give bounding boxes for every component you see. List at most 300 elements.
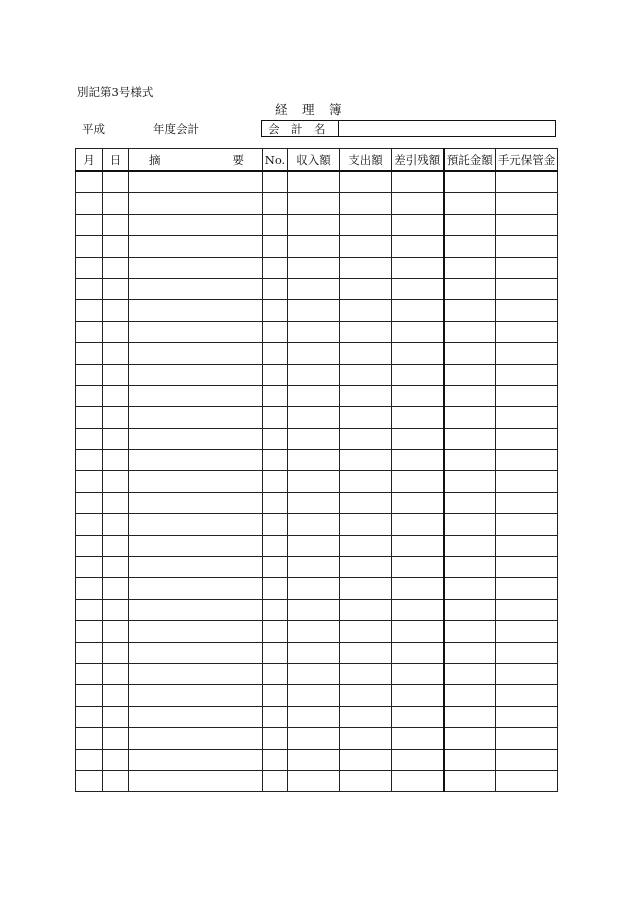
- cell-summary[interactable]: [129, 535, 263, 556]
- cell-month[interactable]: [76, 706, 103, 727]
- cell-no[interactable]: [263, 343, 288, 364]
- fiscal-year-label: 年度会計: [153, 122, 199, 136]
- cell-cash-on-hand[interactable]: [496, 214, 558, 235]
- cell-deposit[interactable]: [444, 599, 496, 620]
- cell-balance[interactable]: [392, 236, 444, 257]
- cell-summary[interactable]: [129, 663, 263, 684]
- cell-cash-on-hand[interactable]: [496, 278, 558, 299]
- cell-day[interactable]: [103, 492, 129, 513]
- cell-expense[interactable]: [340, 214, 392, 235]
- cell-expense[interactable]: [340, 236, 392, 257]
- cell-cash-on-hand[interactable]: [496, 407, 558, 428]
- cell-no[interactable]: [263, 749, 288, 770]
- cell-expense[interactable]: [340, 407, 392, 428]
- cell-income[interactable]: [288, 450, 340, 471]
- cell-no[interactable]: [263, 663, 288, 684]
- cell-balance[interactable]: [392, 407, 444, 428]
- cell-day[interactable]: [103, 278, 129, 299]
- cell-cash-on-hand[interactable]: [496, 621, 558, 642]
- cell-cash-on-hand[interactable]: [496, 257, 558, 278]
- cell-no[interactable]: [263, 685, 288, 706]
- cell-income[interactable]: [288, 599, 340, 620]
- cell-deposit[interactable]: [444, 663, 496, 684]
- cell-deposit[interactable]: [444, 557, 496, 578]
- cell-cash-on-hand[interactable]: [496, 578, 558, 599]
- cell-expense[interactable]: [340, 642, 392, 663]
- cell-expense[interactable]: [340, 278, 392, 299]
- cell-no[interactable]: [263, 535, 288, 556]
- cell-month[interactable]: [76, 171, 103, 193]
- cell-balance[interactable]: [392, 171, 444, 193]
- cell-month[interactable]: [76, 557, 103, 578]
- cell-income[interactable]: [288, 578, 340, 599]
- cell-no[interactable]: [263, 193, 288, 214]
- header-expense: 支出額: [340, 149, 392, 172]
- cell-day[interactable]: [103, 642, 129, 663]
- cell-month[interactable]: [76, 535, 103, 556]
- cell-month[interactable]: [76, 236, 103, 257]
- cell-balance[interactable]: [392, 685, 444, 706]
- cell-balance[interactable]: [392, 706, 444, 727]
- ledger-row: [76, 236, 558, 257]
- cell-cash-on-hand[interactable]: [496, 236, 558, 257]
- cell-deposit[interactable]: [444, 278, 496, 299]
- cell-income[interactable]: [288, 407, 340, 428]
- cell-no[interactable]: [263, 557, 288, 578]
- cell-balance[interactable]: [392, 257, 444, 278]
- cell-day[interactable]: [103, 706, 129, 727]
- cell-balance[interactable]: [392, 642, 444, 663]
- cell-day[interactable]: [103, 663, 129, 684]
- cell-expense[interactable]: [340, 557, 392, 578]
- cell-cash-on-hand[interactable]: [496, 171, 558, 193]
- cell-day[interactable]: [103, 471, 129, 492]
- cell-month[interactable]: [76, 364, 103, 385]
- cell-no[interactable]: [263, 599, 288, 620]
- cell-income[interactable]: [288, 214, 340, 235]
- cell-summary[interactable]: [129, 471, 263, 492]
- cell-summary[interactable]: [129, 407, 263, 428]
- cell-summary[interactable]: [129, 278, 263, 299]
- cell-summary[interactable]: [129, 300, 263, 321]
- cell-expense[interactable]: [340, 428, 392, 449]
- cell-expense[interactable]: [340, 728, 392, 749]
- cell-month[interactable]: [76, 621, 103, 642]
- cell-income[interactable]: [288, 193, 340, 214]
- cell-deposit[interactable]: [444, 300, 496, 321]
- cell-expense[interactable]: [340, 343, 392, 364]
- cell-no[interactable]: [263, 385, 288, 406]
- cell-day[interactable]: [103, 214, 129, 235]
- cell-income[interactable]: [288, 642, 340, 663]
- cell-month[interactable]: [76, 278, 103, 299]
- cell-deposit[interactable]: [444, 770, 496, 791]
- cell-expense[interactable]: [340, 171, 392, 193]
- ledger-row: [76, 706, 558, 727]
- ledger-row: [76, 728, 558, 749]
- ledger-row: [76, 514, 558, 535]
- cell-balance[interactable]: [392, 214, 444, 235]
- cell-expense[interactable]: [340, 770, 392, 791]
- cell-day[interactable]: [103, 171, 129, 193]
- cell-month[interactable]: [76, 728, 103, 749]
- cell-income[interactable]: [288, 770, 340, 791]
- cell-balance[interactable]: [392, 343, 444, 364]
- cell-summary[interactable]: [129, 321, 263, 342]
- cell-cash-on-hand[interactable]: [496, 364, 558, 385]
- cell-deposit[interactable]: [444, 706, 496, 727]
- ledger-body: [76, 171, 558, 792]
- cell-income[interactable]: [288, 492, 340, 513]
- cell-summary[interactable]: [129, 749, 263, 770]
- cell-income[interactable]: [288, 621, 340, 642]
- cell-summary[interactable]: [129, 385, 263, 406]
- cell-summary[interactable]: [129, 236, 263, 257]
- cell-summary[interactable]: [129, 728, 263, 749]
- cell-month[interactable]: [76, 257, 103, 278]
- cell-day[interactable]: [103, 428, 129, 449]
- cell-no[interactable]: [263, 578, 288, 599]
- cell-month[interactable]: [76, 407, 103, 428]
- cell-summary[interactable]: [129, 364, 263, 385]
- ledger-row: [76, 407, 558, 428]
- cell-day[interactable]: [103, 770, 129, 791]
- cell-day[interactable]: [103, 300, 129, 321]
- cell-balance[interactable]: [392, 557, 444, 578]
- cell-balance[interactable]: [392, 535, 444, 556]
- cell-cash-on-hand[interactable]: [496, 321, 558, 342]
- cell-month[interactable]: [76, 193, 103, 214]
- cell-month[interactable]: [76, 599, 103, 620]
- cell-deposit[interactable]: [444, 535, 496, 556]
- cell-day[interactable]: [103, 578, 129, 599]
- cell-balance[interactable]: [392, 450, 444, 471]
- ledger-row: [76, 749, 558, 770]
- cell-expense[interactable]: [340, 193, 392, 214]
- cell-deposit[interactable]: [444, 385, 496, 406]
- cell-summary[interactable]: [129, 492, 263, 513]
- cell-income[interactable]: [288, 385, 340, 406]
- ledger-row: [76, 492, 558, 513]
- cell-month[interactable]: [76, 321, 103, 342]
- header-summary-left: 摘: [149, 152, 161, 167]
- cell-summary[interactable]: [129, 428, 263, 449]
- cell-balance[interactable]: [392, 492, 444, 513]
- cell-month[interactable]: [76, 343, 103, 364]
- cell-cash-on-hand[interactable]: [496, 193, 558, 214]
- cell-balance[interactable]: [392, 428, 444, 449]
- cell-summary[interactable]: [129, 171, 263, 193]
- cell-no[interactable]: [263, 728, 288, 749]
- cell-deposit[interactable]: [444, 492, 496, 513]
- cell-balance[interactable]: [392, 193, 444, 214]
- ledger-row: [76, 364, 558, 385]
- cell-income[interactable]: [288, 257, 340, 278]
- cell-month[interactable]: [76, 300, 103, 321]
- cell-summary[interactable]: [129, 642, 263, 663]
- cell-day[interactable]: [103, 685, 129, 706]
- cell-deposit[interactable]: [444, 407, 496, 428]
- cell-deposit[interactable]: [444, 343, 496, 364]
- cell-month[interactable]: [76, 663, 103, 684]
- cell-day[interactable]: [103, 728, 129, 749]
- cell-no[interactable]: [263, 236, 288, 257]
- ledger-row: [76, 214, 558, 235]
- cell-expense[interactable]: [340, 364, 392, 385]
- cell-day[interactable]: [103, 257, 129, 278]
- cell-income[interactable]: [288, 706, 340, 727]
- cell-no[interactable]: [263, 706, 288, 727]
- cell-day[interactable]: [103, 364, 129, 385]
- cell-income[interactable]: [288, 663, 340, 684]
- cell-summary[interactable]: [129, 578, 263, 599]
- cell-deposit[interactable]: [444, 749, 496, 770]
- cell-expense[interactable]: [340, 492, 392, 513]
- ledger-table-wrapper: [75, 148, 557, 792]
- cell-cash-on-hand[interactable]: [496, 642, 558, 663]
- cell-expense[interactable]: [340, 749, 392, 770]
- cell-expense[interactable]: [340, 706, 392, 727]
- form-number: 別記第3号様式: [77, 85, 154, 99]
- ledger-row: [76, 343, 558, 364]
- cell-balance[interactable]: [392, 300, 444, 321]
- cell-cash-on-hand[interactable]: [496, 685, 558, 706]
- cell-no[interactable]: [263, 214, 288, 235]
- cell-summary[interactable]: [129, 685, 263, 706]
- account-name-box: [261, 120, 556, 137]
- cell-month[interactable]: [76, 214, 103, 235]
- cell-no[interactable]: [263, 514, 288, 535]
- cell-income[interactable]: [288, 300, 340, 321]
- ledger-row: [76, 471, 558, 492]
- cell-balance[interactable]: [392, 364, 444, 385]
- cell-balance[interactable]: [392, 599, 444, 620]
- cell-income[interactable]: [288, 278, 340, 299]
- cell-month[interactable]: [76, 428, 103, 449]
- cell-no[interactable]: [263, 428, 288, 449]
- cell-month[interactable]: [76, 578, 103, 599]
- cell-month[interactable]: [76, 385, 103, 406]
- cell-deposit[interactable]: [444, 214, 496, 235]
- cell-deposit[interactable]: [444, 428, 496, 449]
- cell-balance[interactable]: [392, 728, 444, 749]
- cell-month[interactable]: [76, 514, 103, 535]
- cell-summary[interactable]: [129, 557, 263, 578]
- cell-day[interactable]: [103, 621, 129, 642]
- cell-day[interactable]: [103, 193, 129, 214]
- cell-day[interactable]: [103, 749, 129, 770]
- cell-expense[interactable]: [340, 685, 392, 706]
- cell-cash-on-hand[interactable]: [496, 663, 558, 684]
- cell-expense[interactable]: [340, 385, 392, 406]
- cell-summary[interactable]: [129, 621, 263, 642]
- cell-month[interactable]: [76, 770, 103, 791]
- header-balance: 差引残額: [392, 149, 444, 172]
- cell-cash-on-hand[interactable]: [496, 300, 558, 321]
- ledger-row: [76, 321, 558, 342]
- cell-deposit[interactable]: [444, 514, 496, 535]
- cell-balance[interactable]: [392, 385, 444, 406]
- ledger-row: [76, 257, 558, 278]
- cell-balance[interactable]: [392, 749, 444, 770]
- cell-summary[interactable]: [129, 706, 263, 727]
- cell-no[interactable]: [263, 770, 288, 791]
- account-name-field[interactable]: [339, 121, 555, 136]
- cell-deposit[interactable]: [444, 578, 496, 599]
- cell-deposit[interactable]: [444, 321, 496, 342]
- cell-day[interactable]: [103, 557, 129, 578]
- cell-expense[interactable]: [340, 257, 392, 278]
- cell-summary[interactable]: [129, 450, 263, 471]
- ledger-row: [76, 300, 558, 321]
- cell-day[interactable]: [103, 535, 129, 556]
- cell-month[interactable]: [76, 471, 103, 492]
- ledger-row: [76, 663, 558, 684]
- cell-day[interactable]: [103, 343, 129, 364]
- cell-income[interactable]: [288, 514, 340, 535]
- cell-income[interactable]: [288, 471, 340, 492]
- cell-income[interactable]: [288, 236, 340, 257]
- cell-no[interactable]: [263, 364, 288, 385]
- cell-deposit[interactable]: [444, 364, 496, 385]
- cell-income[interactable]: [288, 321, 340, 342]
- cell-no[interactable]: [263, 407, 288, 428]
- cell-summary[interactable]: [129, 514, 263, 535]
- header-deposit: 預託金額: [444, 149, 496, 172]
- cell-no[interactable]: [263, 171, 288, 193]
- cell-summary[interactable]: [129, 599, 263, 620]
- cell-cash-on-hand[interactable]: [496, 706, 558, 727]
- cell-income[interactable]: [288, 685, 340, 706]
- cell-deposit[interactable]: [444, 642, 496, 663]
- header-summary: [129, 149, 263, 172]
- cell-expense[interactable]: [340, 599, 392, 620]
- cell-balance[interactable]: [392, 621, 444, 642]
- cell-no[interactable]: [263, 492, 288, 513]
- cell-day[interactable]: [103, 514, 129, 535]
- cell-day[interactable]: [103, 321, 129, 342]
- cell-day[interactable]: [103, 450, 129, 471]
- header-month: 月: [76, 149, 103, 172]
- cell-deposit[interactable]: [444, 193, 496, 214]
- cell-summary[interactable]: [129, 343, 263, 364]
- ledger-row: [76, 557, 558, 578]
- cell-cash-on-hand[interactable]: [496, 728, 558, 749]
- cell-summary[interactable]: [129, 214, 263, 235]
- cell-income[interactable]: [288, 749, 340, 770]
- era-label: 平成: [82, 122, 105, 136]
- cell-income[interactable]: [288, 343, 340, 364]
- cell-summary[interactable]: [129, 257, 263, 278]
- cell-expense[interactable]: [340, 621, 392, 642]
- cell-cash-on-hand[interactable]: [496, 514, 558, 535]
- cell-income[interactable]: [288, 364, 340, 385]
- cell-balance[interactable]: [392, 663, 444, 684]
- cell-month[interactable]: [76, 749, 103, 770]
- cell-month[interactable]: [76, 492, 103, 513]
- cell-expense[interactable]: [340, 300, 392, 321]
- cell-expense[interactable]: [340, 578, 392, 599]
- cell-no[interactable]: [263, 642, 288, 663]
- cell-no[interactable]: [263, 257, 288, 278]
- ledger-row: [76, 450, 558, 471]
- cell-day[interactable]: [103, 599, 129, 620]
- cell-income[interactable]: [288, 428, 340, 449]
- cell-income[interactable]: [288, 171, 340, 193]
- cell-deposit[interactable]: [444, 471, 496, 492]
- cell-cash-on-hand[interactable]: [496, 599, 558, 620]
- cell-expense[interactable]: [340, 450, 392, 471]
- cell-no[interactable]: [263, 450, 288, 471]
- cell-income[interactable]: [288, 728, 340, 749]
- cell-summary[interactable]: [129, 770, 263, 791]
- cell-deposit[interactable]: [444, 257, 496, 278]
- cell-month[interactable]: [76, 450, 103, 471]
- cell-income[interactable]: [288, 535, 340, 556]
- cell-cash-on-hand[interactable]: [496, 450, 558, 471]
- cell-cash-on-hand[interactable]: [496, 770, 558, 791]
- cell-cash-on-hand[interactable]: [496, 535, 558, 556]
- cell-day[interactable]: [103, 236, 129, 257]
- ledger-header-row: [76, 149, 558, 172]
- cell-expense[interactable]: [340, 514, 392, 535]
- ledger-row: [76, 599, 558, 620]
- cell-cash-on-hand[interactable]: [496, 471, 558, 492]
- cell-summary[interactable]: [129, 193, 263, 214]
- cell-day[interactable]: [103, 407, 129, 428]
- cell-deposit[interactable]: [444, 236, 496, 257]
- cell-no[interactable]: [263, 621, 288, 642]
- cell-cash-on-hand[interactable]: [496, 492, 558, 513]
- cell-balance[interactable]: [392, 770, 444, 791]
- cell-cash-on-hand[interactable]: [496, 385, 558, 406]
- cell-cash-on-hand[interactable]: [496, 428, 558, 449]
- ledger-row: [76, 278, 558, 299]
- cell-balance[interactable]: [392, 514, 444, 535]
- cell-deposit[interactable]: [444, 171, 496, 193]
- cell-deposit[interactable]: [444, 450, 496, 471]
- cell-balance[interactable]: [392, 321, 444, 342]
- cell-deposit[interactable]: [444, 685, 496, 706]
- cell-cash-on-hand[interactable]: [496, 557, 558, 578]
- cell-expense[interactable]: [340, 471, 392, 492]
- ledger-row: [76, 770, 558, 791]
- cell-month[interactable]: [76, 685, 103, 706]
- cell-deposit[interactable]: [444, 621, 496, 642]
- cell-income[interactable]: [288, 557, 340, 578]
- cell-month[interactable]: [76, 642, 103, 663]
- cell-day[interactable]: [103, 385, 129, 406]
- header-day: 日: [103, 149, 129, 172]
- ledger-row: [76, 193, 558, 214]
- cell-cash-on-hand[interactable]: [496, 343, 558, 364]
- cell-no[interactable]: [263, 300, 288, 321]
- cell-cash-on-hand[interactable]: [496, 749, 558, 770]
- cell-expense[interactable]: [340, 321, 392, 342]
- cell-no[interactable]: [263, 278, 288, 299]
- cell-deposit[interactable]: [444, 728, 496, 749]
- cell-balance[interactable]: [392, 578, 444, 599]
- cell-balance[interactable]: [392, 278, 444, 299]
- cell-expense[interactable]: [340, 535, 392, 556]
- cell-no[interactable]: [263, 321, 288, 342]
- cell-expense[interactable]: [340, 663, 392, 684]
- cell-balance[interactable]: [392, 471, 444, 492]
- document-title: 経 理 簿: [275, 102, 343, 117]
- ledger-row: [76, 642, 558, 663]
- cell-no[interactable]: [263, 471, 288, 492]
- ledger-row: [76, 428, 558, 449]
